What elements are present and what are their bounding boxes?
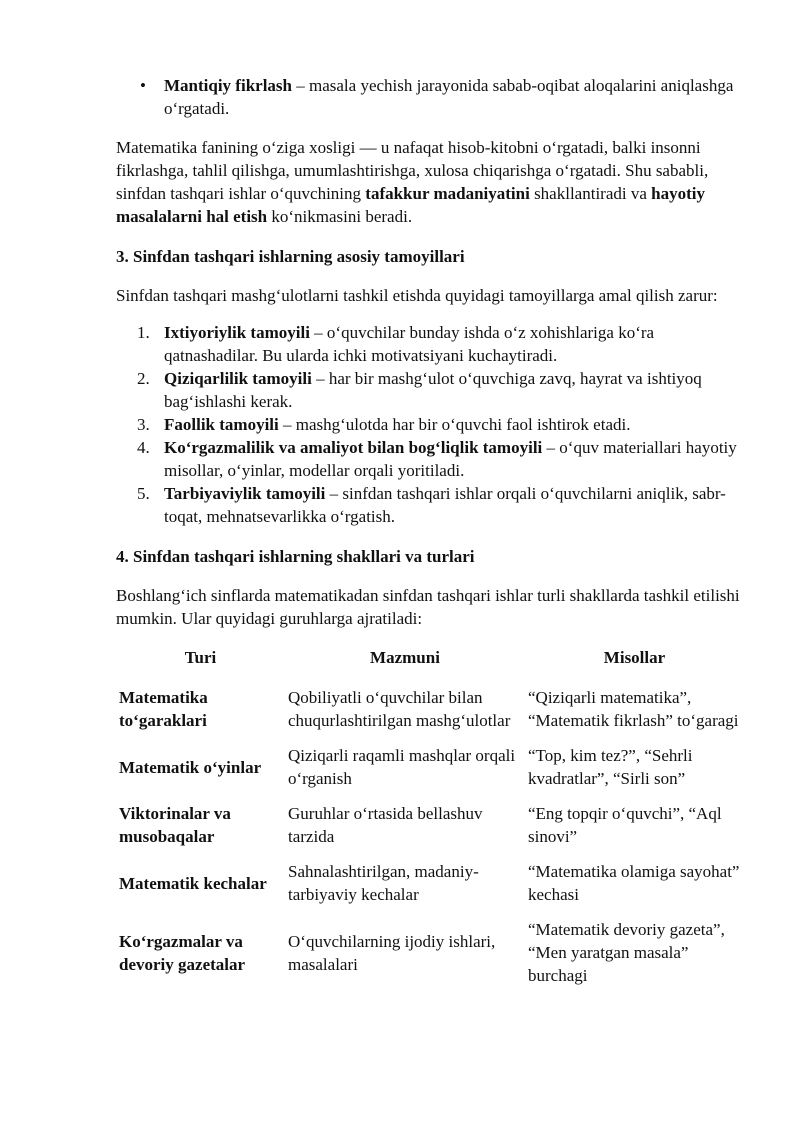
cell-turi: Viktorinalar va musobaqalar bbox=[119, 804, 231, 846]
table-row bbox=[116, 680, 744, 738]
intro-text-3: ko‘nikmasini beradi. bbox=[267, 207, 413, 226]
list-number: 4. bbox=[137, 438, 150, 457]
section3-heading: 3. Sinfdan tashqari ishlarning asosiy tamoyillari bbox=[116, 247, 465, 266]
list-text: – har bir mashg‘ulot o‘quvchiga zavq, hayrat va ishtiyoq bag‘ishlashi kerak. bbox=[164, 369, 702, 411]
section4-intro: Boshlang‘ich sinflarda matematikadan sinfdan tashqari ishlar turli shakllarda tashkil etilishi mumkin. Ular quyidagi guruhlarga ajratiladi: bbox=[116, 586, 740, 628]
list-number: 5. bbox=[137, 484, 150, 503]
bullet-term: Mantiqiy fikrlash bbox=[164, 76, 292, 95]
document-page bbox=[116, 74, 742, 993]
intro-text-2: shakllantiradi va bbox=[529, 184, 652, 203]
list-term: Ko‘rgazmalilik va amaliyot bilan bog‘liqlik tamoyili bbox=[164, 438, 543, 457]
list-term: Qiziqarlilik tamoyili bbox=[164, 369, 312, 388]
intro-bold-2: hayotiy masalalarni hal etish bbox=[116, 184, 705, 226]
list-item bbox=[116, 367, 742, 413]
table-row bbox=[116, 854, 744, 912]
column-header-mazmuni: Mazmuni bbox=[370, 648, 440, 667]
cell-misol: “Top, kim tez?”, “Sehrli kvadratlar”, “Sirli son” bbox=[528, 746, 693, 788]
list-item bbox=[116, 321, 742, 367]
list-text: – o‘quv materiallari hayotiy misollar, o‘yinlar, modellar orqali yoritiladi. bbox=[164, 438, 737, 480]
cell-mazmun: O‘quvchilarning ijodiy ishlari, masalalari bbox=[288, 931, 496, 974]
cell-turi: Matematik o‘yinlar bbox=[119, 757, 262, 777]
intro-paragraph bbox=[116, 136, 742, 228]
column-header-misollar: Misollar bbox=[603, 648, 666, 667]
list-number: 1. bbox=[137, 323, 150, 342]
list-item bbox=[116, 413, 742, 436]
cell-mazmun: Qiziqarli raqamli mashqlar orqali o‘rganish bbox=[288, 746, 516, 788]
list-term: Tarbiyaviylik tamoyili bbox=[164, 484, 326, 503]
list-term: Faollik tamoyili bbox=[164, 415, 279, 434]
list-text: – o‘quvchilar bunday ishda o‘z xohishlariga ko‘ra qatnashadilar. Bu ularda ichki motivatsiyani kuchaytiradi. bbox=[164, 323, 655, 365]
cell-misol: “Matematik devoriy gazeta”, “Men yaratgan masala” burchagi bbox=[528, 920, 725, 985]
forms-table bbox=[116, 642, 744, 993]
column-header-turi: Turi bbox=[184, 648, 217, 667]
table-header-row bbox=[116, 642, 744, 680]
bullet-text: – masala yechish jarayonida sabab-oqibat aloqalarini aniqlashga o‘rgatadi. bbox=[164, 76, 734, 118]
cell-mazmun: Guruhlar o‘rtasida bellashuv tarzida bbox=[288, 804, 483, 846]
table-row bbox=[116, 796, 744, 854]
section4-heading: 4. Sinfdan tashqari ishlarning shakllari va turlari bbox=[116, 547, 475, 566]
intro-bold-1: tafakkur madaniyatini bbox=[365, 184, 530, 203]
cell-turi: Matematik kechalar bbox=[119, 873, 267, 893]
cell-turi: Matematika to‘garaklari bbox=[119, 688, 208, 730]
cell-misol: “Qiziqarli matematika”, “Matematik fikrlash” to‘garagi bbox=[528, 688, 739, 730]
principles-list bbox=[116, 321, 742, 528]
section3-intro: Sinfdan tashqari mashg‘ulotlarni tashkil etishda quyidagi tamoyillarga amal qilish zarur: bbox=[116, 286, 718, 305]
cell-turi: Ko‘rgazmalar va devoriy gazetalar bbox=[119, 931, 246, 974]
list-term: Ixtiyoriylik tamoyili bbox=[164, 323, 310, 342]
list-item bbox=[116, 482, 742, 528]
table-row bbox=[116, 738, 744, 796]
intro-text-1: Matematika fanining o‘ziga xosligi — u nafaqat hisob-kitobni o‘rgatadi, balki insonni fikrlashga, tahlil qilishga, umumlashtirishga, xulosa chiqarishga o‘rgatadi. Shu sababli, sinfdan tashqari ishlar o‘quvchining bbox=[116, 138, 709, 203]
cell-misol: “Matematika olamiga sayohat” kechasi bbox=[528, 862, 740, 904]
list-text: – mashg‘ulotda har bir o‘quvchi faol ishtirok etadi. bbox=[278, 415, 631, 434]
bullet-marker: • bbox=[140, 76, 146, 95]
table-row bbox=[116, 912, 744, 993]
cell-misol: “Eng topqir o‘quvchi”, “Aql sinovi” bbox=[528, 804, 722, 846]
list-text: – sinfdan tashqari ishlar orqali o‘quvchilarni aniqlik, sabr-toqat, mehnatsevarlikka o‘rgatish. bbox=[164, 484, 726, 526]
list-number: 3. bbox=[137, 415, 150, 434]
cell-mazmun: Qobiliyatli o‘quvchilar bilan chuqurlashtirilgan mashg‘ulotlar bbox=[288, 688, 511, 730]
cell-mazmun: Sahnalashtirilgan, madaniy-tarbiyaviy kechalar bbox=[288, 862, 479, 904]
bullet-item bbox=[116, 74, 742, 120]
list-item bbox=[116, 436, 742, 482]
list-number: 2. bbox=[137, 369, 150, 388]
